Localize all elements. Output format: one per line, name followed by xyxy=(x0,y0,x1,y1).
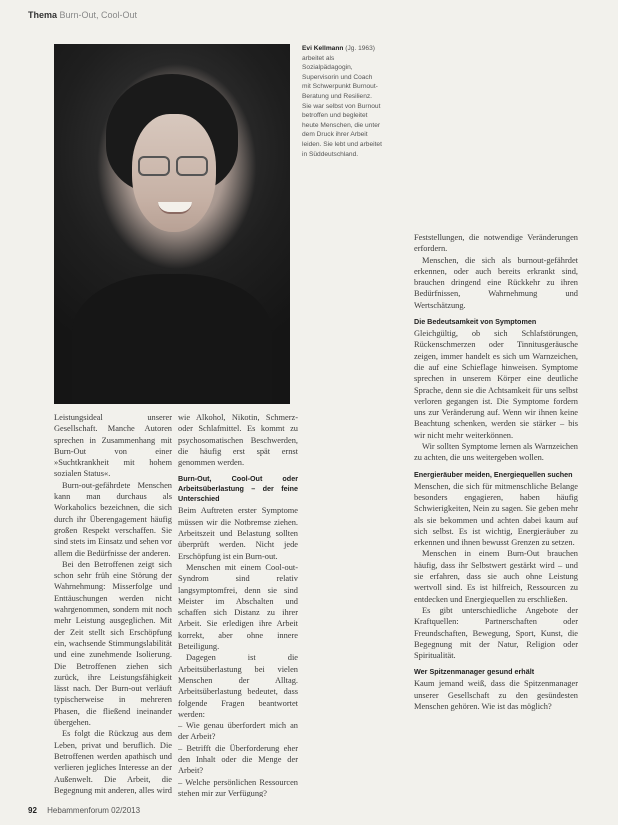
photo-glasses xyxy=(138,156,212,174)
column-2 xyxy=(178,412,298,797)
topic-label: Burn-Out, Cool-Out xyxy=(59,10,138,20)
col4-heading-symptoms: Die Bedeutsamkeit von Symptomen xyxy=(414,317,537,327)
col4-para: Feststellungen, die notwendige Veränderungen erfordern. xyxy=(414,233,578,254)
col4-para: Menschen in einem Burn-Out brauchen häufig, dass ihr Selbstwert gestärkt wird – und sie erfahren, dass sie auch ohne Leistung wertvoll sind. Es ist hilfreich, Ressourcen zu entdecken und Energiequellen zu erschließen. xyxy=(414,549,578,604)
running-header xyxy=(28,10,137,20)
col1-para: Es folgt die Rückzug aus dem Leben, privat und beruflich. Die Betroffenen werden apathisch und verlieren jegliches Interesse an der Außenwelt. Die Arbeit, die Begegnung mit anderen, alles wird xyxy=(54,729,172,795)
col2-para: wie Alkohol, Nikotin, Schmerz- oder Schlafmittel. Es kommt zu psychosomatischen Beschwerden, die häufig erst spät ernst genommen werden. xyxy=(178,413,298,468)
page-footer xyxy=(28,806,140,815)
magazine-name: Hebammenforum 02/2013 xyxy=(47,806,141,815)
photo-caption xyxy=(302,44,382,159)
col4-para: Wir sollten Symptome lernen als Warnzeichen zu achten, die uns weitergeben wollen. xyxy=(414,442,578,463)
col1-para: Burn-out-gefährdete Menschen kann man durchaus als Workaholics bezeichnen, die sich durch ihr Überengagement häufig großen Respekt verschaffen. Sie sind stets im Einsatz und sehen vor allem die Bedürfnisse der anderen. xyxy=(54,480,172,558)
col4-para: Gleichgültig, ob sich Schlafstörungen, Rückenschmerzen oder Tinnitusgeräusche zeigen, immer handelt es sich um Warnzeichen, die auf eine Schieflage hinweisen. Symptome sprechen in unserem Körper eine deutliche Sprache, denn sie die Achtsamkeit für uns selbst verloren gegangen ist. Die Symptome fordern uns zur Veränderung auf. Wenn wir ihnen keine Beachtung schenken, werden sie stärker – bis wir nicht mehr weiterkönnen. xyxy=(414,329,578,440)
column-right xyxy=(414,232,578,797)
col4-para: Menschen, die sich als burnout-gefährdet erkennen, oder auch bereits erkrankt sind, brauchen dringend eine Rückkehr zu ihren Bedürfnissen, Wahrnehmung und Wertschätzung. xyxy=(414,255,578,310)
col4-heading-managers: Wer Spitzenmanager gesund erhält xyxy=(414,667,535,677)
caption-text: (Jg. 1963) arbeitet als Sozialpädagogin, Supervisorin und Coach mit Schwerpunkt Burnout-Beratung und Resilienz. Sie war selbst von Burnout betroffen und begleitet heute Menschen, die unter dem Druck ihrer Arbeit leiden. Sie lebt und arbeitet in Süddeutschland. xyxy=(302,45,382,158)
photo-body xyxy=(72,274,272,404)
col2-list-item: – Betrifft die Überforderung eher den Inhalt oder die Menge der Arbeit? xyxy=(178,743,298,776)
col2-para: Beim Auftreten erster Symptome müssen wir die Notbremse ziehen. Arbeitszeit und Belastung sollten überprüft werden. Nicht jede Erschöpfung ist ein Burn-out. xyxy=(178,506,298,561)
page-number: 92 xyxy=(28,806,37,815)
col4-heading-energy: Energieräuber meiden, Energiequellen suchen xyxy=(414,469,573,479)
portrait-photo xyxy=(54,44,290,404)
col2-list-item: – Welche persönlichen Ressourcen stehen mir zur Verfügung? xyxy=(178,777,298,797)
col2-para: Dagegen ist die Arbeitsüberlastung bei vielen Menschen der Alltag. Arbeitsüberlastung bedeutet, dass folgende Fragen beantwortet werden: xyxy=(178,653,298,719)
col4-para: Es gibt unterschiedliche Angebote der Kraftquellen: Partnerschaften oder Freundschaften, Bewegung, Sport, Kunst, die Begegnung mit der Natur, Religion oder Spiritualität. xyxy=(414,605,578,661)
column-1 xyxy=(54,412,172,797)
section-label: Thema xyxy=(28,10,58,20)
caption-name: Evi Kellmann xyxy=(302,45,344,52)
col1-para: Leistungsideal unserer Gesellschaft. Manche Autoren sprechen in Zusammenhang mit Burn-Out von einer »Suchtkrankheit mit hohem sozialen Status«. xyxy=(54,413,172,479)
col1-para: Bei den Betroffenen zeigt sich schon sehr früh eine Störung der Wahrnehmung: Misserfolge und Enttäuschungen werden nicht wahrgenommen, sondern mit noch mehr Leistung ausgeglichen. Mit der Zeit stellt sich Erschöpfung ein, wachsende Stimmungslabilität und eine zunehmende Isolierung. Die Betroffenen ziehen sich zurück, ihre Leistungsfähigkeit lässt nach. Der Burn-out verläuft typischerweise in mehreren Phasen, die fließend ineinander übergehen. xyxy=(54,559,172,728)
col2-list-item: – Wie genau überfordert mich an der Arbeit? xyxy=(178,721,298,742)
col2-heading: Burn-Out, Cool-Out oder Arbeitsüberlastung – der feine Unterschied xyxy=(178,474,298,504)
col4-para: Menschen, die sich für mitmenschliche Belange besonders engagieren, haben häufig Schwierigkeiten, Nein zu sagen. Sie geben mehr als sie bekommen und achten dabei kaum auf sich selbst. Es ist wichtig, Energieräuber zu erkennen und ihnen bewusst Grenzen zu setzen. xyxy=(414,481,578,548)
col2-para: Menschen mit einem Cool-out-Syndrom sind relativ langsymptomfrei, denn sie sind Meister im Abschalten und schaffen sich Distanz zu ihrer Arbeit. Sie erledigen ihre Arbeit korrekt, aber ohne innere Beteiligung. xyxy=(178,562,298,652)
col4-para: Kaum jemand weiß, dass die Spitzenmanager unserer Gesellschaft zu den gesündesten Menschen gehören. Wie ist das möglich? xyxy=(414,679,578,711)
